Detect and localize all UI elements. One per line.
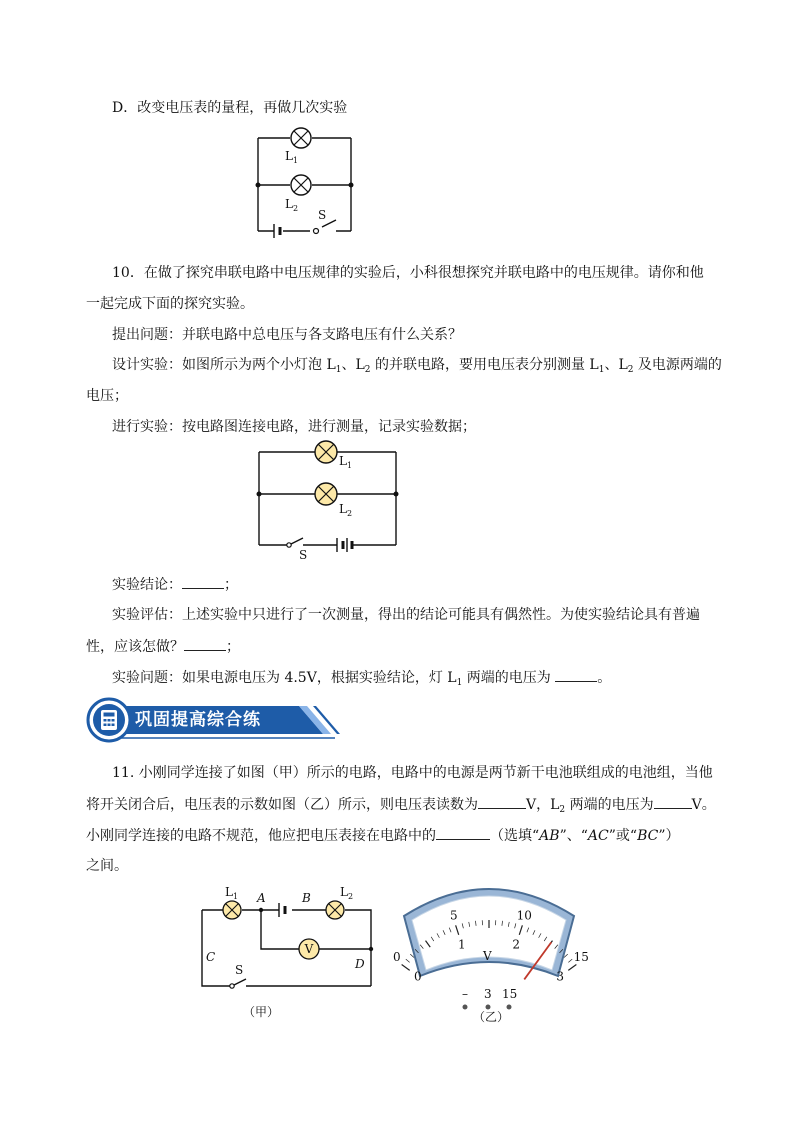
terminal-minus: – <box>462 987 468 1001</box>
section-title: 巩固提高综合练 <box>135 710 261 730</box>
q10-procedure: 进行实验：按电路图连接电路，进行测量，记录实验数据； <box>112 419 476 435</box>
figure-caption-yi: （乙） <box>473 1010 510 1024</box>
bulb-l2-icon <box>326 901 344 919</box>
bulb-l2-icon <box>315 483 337 505</box>
q10-line1: 10．在做了探究串联电路中电压规律的实验后，小科很想探究并联电路中的电压规律。请你和他 <box>112 265 704 281</box>
label-l1: $L_1$ <box>285 149 299 165</box>
q11-line4: 之间。 <box>86 858 128 874</box>
switch-pivot <box>287 543 291 547</box>
switch-pivot <box>230 984 234 988</box>
q10-line2: 一起完成下面的探究实验。 <box>86 296 254 312</box>
label-l2: $L_2$ <box>285 197 299 213</box>
q10-evaluation: 实验评估：上述实验中只进行了一次测量，得出的结论可能具有偶然性。为使实验结论具有普遍 <box>112 607 700 623</box>
junction-dot <box>394 492 399 497</box>
junction-dot <box>349 183 354 188</box>
dial-top-scale-label: 15 <box>573 949 589 964</box>
dial-top-scale-label: 10 <box>516 908 532 923</box>
q10-evaluation-cont: 性，应该怎做？ ； <box>86 636 240 657</box>
dial-bottom-scale-label: 3 <box>556 969 565 984</box>
calculator-icon <box>101 710 117 730</box>
bulb-l1-icon <box>315 441 337 463</box>
junction-dot <box>259 908 263 912</box>
answer-blank[interactable] <box>182 574 224 589</box>
dial-bottom-scale-label: 1 <box>457 937 466 952</box>
terminal-15: 15 <box>502 987 518 1001</box>
dial-tick <box>402 965 410 971</box>
q10-design: 设计实验：如图所示为两个小灯泡 $L_1$、$L_2$ 的并联电路，要用电压表分别测量 $L_1$、$L_2$ 及电源两端的 <box>112 357 722 375</box>
switch-pivot <box>314 229 319 234</box>
voltmeter-dial <box>392 878 589 1024</box>
terminal-3: 3 <box>484 987 492 1001</box>
answer-blank[interactable] <box>478 794 526 809</box>
q11-line3: 小刚同学连接的电路不规范，他应把电压表接在电路中的 （选填“AB”、“AC”或“BC”） <box>86 825 680 846</box>
dial-top-scale-label: 0 <box>392 949 401 964</box>
q10-conclusion: 实验结论： ； <box>112 574 238 595</box>
label-a: A <box>257 891 266 905</box>
dial-top-scale-label: 5 <box>449 908 458 923</box>
section-banner <box>85 696 340 744</box>
label-l2: $L_2$ <box>339 502 353 518</box>
label-c: C <box>206 950 216 964</box>
dial-bottom-scale-label: 2 <box>512 937 521 952</box>
junction-dot <box>256 183 261 188</box>
label-s: S <box>318 208 327 222</box>
dial-bottom-scale-label: 0 <box>413 969 422 984</box>
q11-circuit-diagram <box>195 880 385 1020</box>
terminal-post <box>486 1005 491 1010</box>
dial-unit: V <box>483 949 492 963</box>
q10-problem: 实验问题：如果电源电压为 4.5V，根据实验结论，灯 $L_1$ 两端的电压为 。 <box>112 667 611 688</box>
label-b: B <box>302 891 311 905</box>
dial-tick <box>568 959 572 962</box>
q10-design-cont: 电压； <box>86 388 128 404</box>
answer-blank[interactable] <box>436 825 490 840</box>
dial-tick <box>568 965 576 971</box>
label-s: S <box>299 548 308 562</box>
voltmeter-symbol-icon <box>299 939 319 959</box>
bulb-l1-icon <box>223 901 241 919</box>
figure-caption-jia: （甲） <box>243 1005 280 1019</box>
answer-blank[interactable] <box>184 636 226 651</box>
terminal-post <box>507 1005 512 1010</box>
label-l1: $L_1$ <box>225 885 239 901</box>
q10-circuit-diagram <box>255 441 405 561</box>
terminal-post <box>463 1005 468 1010</box>
bulb-l1-icon <box>291 128 311 148</box>
junction-dot <box>257 492 262 497</box>
q9-option-d: D．改变电压表的量程，再做几次实验 <box>112 100 348 116</box>
q9-circuit-diagram <box>250 128 360 243</box>
q11-line1: 11. 小刚同学连接了如图（甲）所示的电路，电路中的电源是两节新干电池联组成的电池组，当他 <box>112 765 713 781</box>
bulb-l2-icon <box>291 175 311 195</box>
svg-text:V: V <box>304 942 314 956</box>
answer-blank[interactable] <box>555 667 597 682</box>
label-l1: $L_1$ <box>339 454 353 470</box>
answer-blank[interactable] <box>654 794 692 809</box>
label-l2: $L_2$ <box>340 885 354 901</box>
q10-question: 提出问题：并联电路中总电压与各支路电压有什么关系？ <box>112 327 462 343</box>
label-d: D <box>355 957 365 971</box>
q11-line2: 将开关闭合后，电压表的示数如图（乙）所示，则电压表读数为 V，$L_2$ 两端的电压为 V。 <box>86 794 716 815</box>
dial-tick <box>406 959 410 962</box>
junction-dot <box>369 947 373 951</box>
label-s: S <box>235 963 244 977</box>
